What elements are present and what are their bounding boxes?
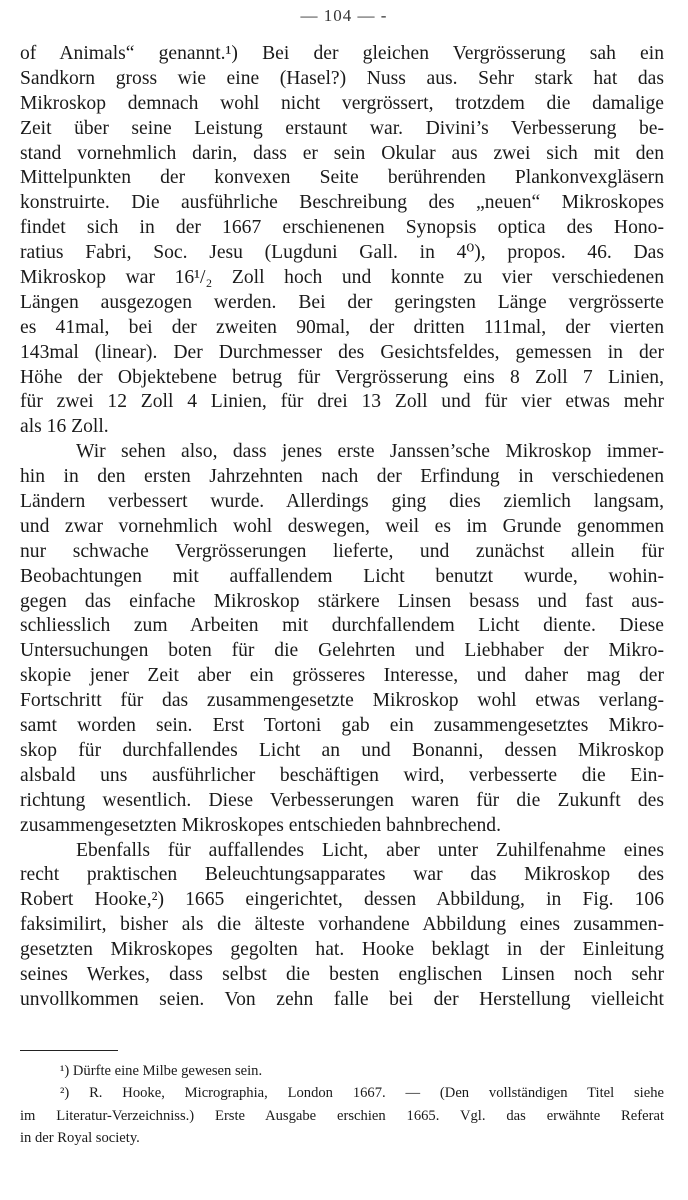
text-line: richtung wesentlich. Diese Verbesserungen waren für die Zukunft des — [20, 789, 664, 811]
text-line: Mikroskop war 16¹/₂ Zoll hoch und konnte zu vier verschiedenen — [20, 267, 664, 289]
footnote-divider — [20, 1050, 118, 1051]
text-line: Ebenfalls für auffallendes Licht, aber unter Zuhilfenahme eines — [76, 839, 664, 861]
text-line: gesetzten Mikroskopes gegolten hat. Hooke beklagt in der Einleitung — [20, 939, 664, 961]
body-text — [20, 42, 664, 1013]
text-line: samt worden sein. Erst Tortoni gab ein zusammengesetztes Mikro- — [20, 715, 664, 737]
text-line: zusammengesetzten Mikroskopes entschieden bahnbrechend. — [20, 814, 501, 836]
text-line: Höhe der Objektebene betrug für Vergrösserung eins 8 Zoll 7 Linien, — [20, 366, 664, 388]
text-line: Wir sehen also, dass jenes erste Janssen’sche Mikroskop immer- — [76, 441, 664, 463]
text-line: gegen das einfache Mikroskop stärkere Linsen besass und fast aus- — [20, 590, 664, 612]
text-line: Mikroskop demnach wohl nicht vergrössert, trotzdem die damalige — [20, 92, 664, 114]
text-line: und zwar vornehmlich wohl deswegen, weil es im Grunde genommen — [20, 515, 664, 537]
footnote-line: ²) R. Hooke, Micrographia, London 1667. — (Den vollständigen Titel siehe — [60, 1085, 664, 1102]
footnotes — [20, 1060, 664, 1149]
text-line: 143mal (linear). Der Durchmesser des Gesichtsfeldes, gemessen in der — [20, 341, 664, 363]
text-line: nur schwache Vergrösserungen lieferte, und zunächst allein für — [20, 540, 664, 562]
page-number: — 104 — - — [300, 6, 388, 25]
footnote-line: ¹) Dürfte eine Milbe gewesen sein. — [60, 1063, 263, 1079]
text-line: Zeit über seine Leistung erstaunt war. Divini’s Verbesserung be- — [20, 117, 664, 139]
text-line: seines Werkes, dass selbst die besten englischen Linsen noch sehr — [20, 963, 664, 985]
text-line: konstruirte. Die ausführliche Beschreibung des „neuen“ Mikroskopes — [20, 192, 664, 214]
text-line: hin in den ersten Jahrzehnten nach der Erfindung in verschiedenen — [20, 466, 664, 488]
text-line: recht praktischen Beleuchtungsapparates war das Mikroskop des — [20, 864, 664, 886]
text-line: Fortschritt für das zusammengesetzte Mikroskop wohl etwas verlang- — [20, 690, 664, 712]
text-line: alsbald uns ausführlicher beschäftigen wird, verbesserte die Ein- — [20, 764, 664, 786]
footnote-line: im Literatur-Verzeichniss.) Erste Ausgabe erschien 1665. Vgl. das erwähnte Referat — [20, 1107, 664, 1124]
text-line: Längen ausgezogen werden. Bei der geringsten Länge vergrösserte — [20, 291, 664, 313]
text-line: skop für durchfallendes Licht an und Bonanni, dessen Mikroskop — [20, 739, 664, 761]
text-line: als 16 Zoll. — [20, 416, 109, 438]
text-line: findet sich in der 1667 erschienenen Synopsis optica des Hono- — [20, 217, 664, 239]
text-line: für zwei 12 Zoll 4 Linien, für drei 13 Zoll und für vier etwas mehr — [20, 391, 664, 413]
text-line: of Animals“ genannt.¹) Bei der gleichen Vergrösserung sah ein — [20, 43, 664, 64]
text-line: Untersuchungen boten für die Gelehrten und Liebhaber der Mikro- — [20, 640, 664, 662]
text-line: Mittelpunkten der konvexen Seite berührenden Plankonvexgläsern — [20, 167, 664, 189]
text-line: stand vornehmlich darin, dass er sein Okular aus zwei sich mit den — [20, 142, 664, 164]
footnote-line: in der Royal society. — [20, 1129, 140, 1146]
text-line: ratius Fabri, Soc. Jesu (Lugduni Gall. in 4⁰), propos. 46. Das — [20, 242, 664, 264]
text-line: schliesslich zum Arbeiten mit durchfallendem Licht diente. Diese — [20, 615, 664, 637]
text-line: Ländern verbessert wurde. Allerdings ging dies ziemlich langsam, — [20, 491, 664, 513]
text-line: Beobachtungen mit auffallendem Licht benutzt wurde, wohin- — [20, 565, 664, 587]
text-line: Robert Hooke,²) 1665 eingerichtet, dessen Abbildung, in Fig. 106 — [20, 889, 664, 911]
text-line: Sandkorn gross wie eine (Hasel?) Nuss aus. Sehr stark hat das — [20, 67, 664, 89]
text-line: faksimilirt, bisher als die älteste vorhandene Abbildung eines zusammen- — [20, 914, 664, 936]
text-line: es 41mal, bei der zweiten 90mal, der dritten 111mal, der vierten — [20, 316, 664, 338]
text-line: skopie jener Zeit aber ein grösseres Interesse, und daher mag der — [20, 665, 664, 687]
text-line: unvollkommen seien. Von zehn falle bei der Herstellung vielleicht — [20, 988, 664, 1010]
